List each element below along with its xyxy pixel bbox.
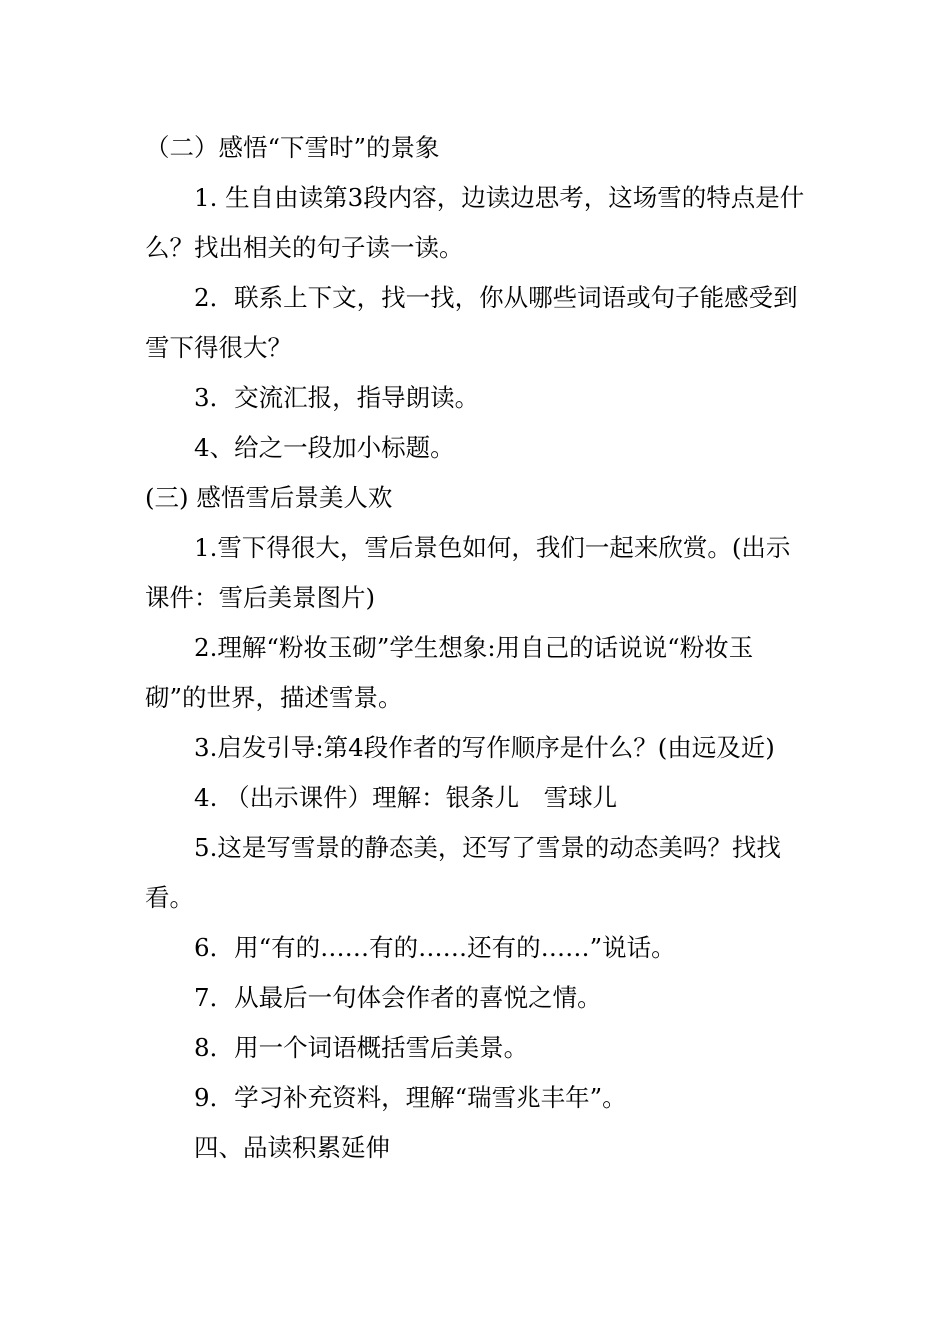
section-heading: （二）感悟“下雪时”的景象 [145,133,440,162]
paragraph: 4. （出示课件）理解：银条儿 雪球儿 [194,783,618,812]
paragraph: 6．用“有的……有的……还有的……”说话。 [194,933,676,962]
paragraph: 5.这是写雪景的静态美，还写了雪景的动态美吗？找找看。 [145,833,781,912]
section-heading: (三) 感悟雪后景美人欢 [145,483,393,512]
paragraph: 9．学习补充资料，理解“瑞雪兆丰年”。 [194,1083,627,1112]
section-heading: 四、品读积累延伸 [194,1133,390,1162]
paragraph: 1. 生自由读第3段内容，边读边思考，这场雪的特点是什么？找出相关的句子读一读。 [145,183,805,262]
document-body [145,123,810,1173]
paragraph: 2．联系上下文，找一找，你从哪些词语或句子能感受到雪下得很大？ [145,283,798,362]
paragraph: 7．从最后一句体会作者的喜悦之情。 [194,983,602,1012]
paragraph: 3．交流汇报，指导朗读。 [194,383,480,412]
paragraph: 1.雪下得很大，雪后景色如何，我们一起来欣赏。(出示课件：雪后美景图片) [145,533,791,612]
paragraph: 8．用一个词语概括雪后美景。 [194,1033,529,1062]
paragraph: 4、给之一段加小标题。 [194,433,455,462]
paragraph: 3.启发引导:第4段作者的写作顺序是什么？(由远及近) [194,733,775,762]
paragraph: 2.理解“粉妆玉砌”学生想象:用自己的话说说“粉妆玉砌”的世界，描述雪景。 [145,633,754,712]
